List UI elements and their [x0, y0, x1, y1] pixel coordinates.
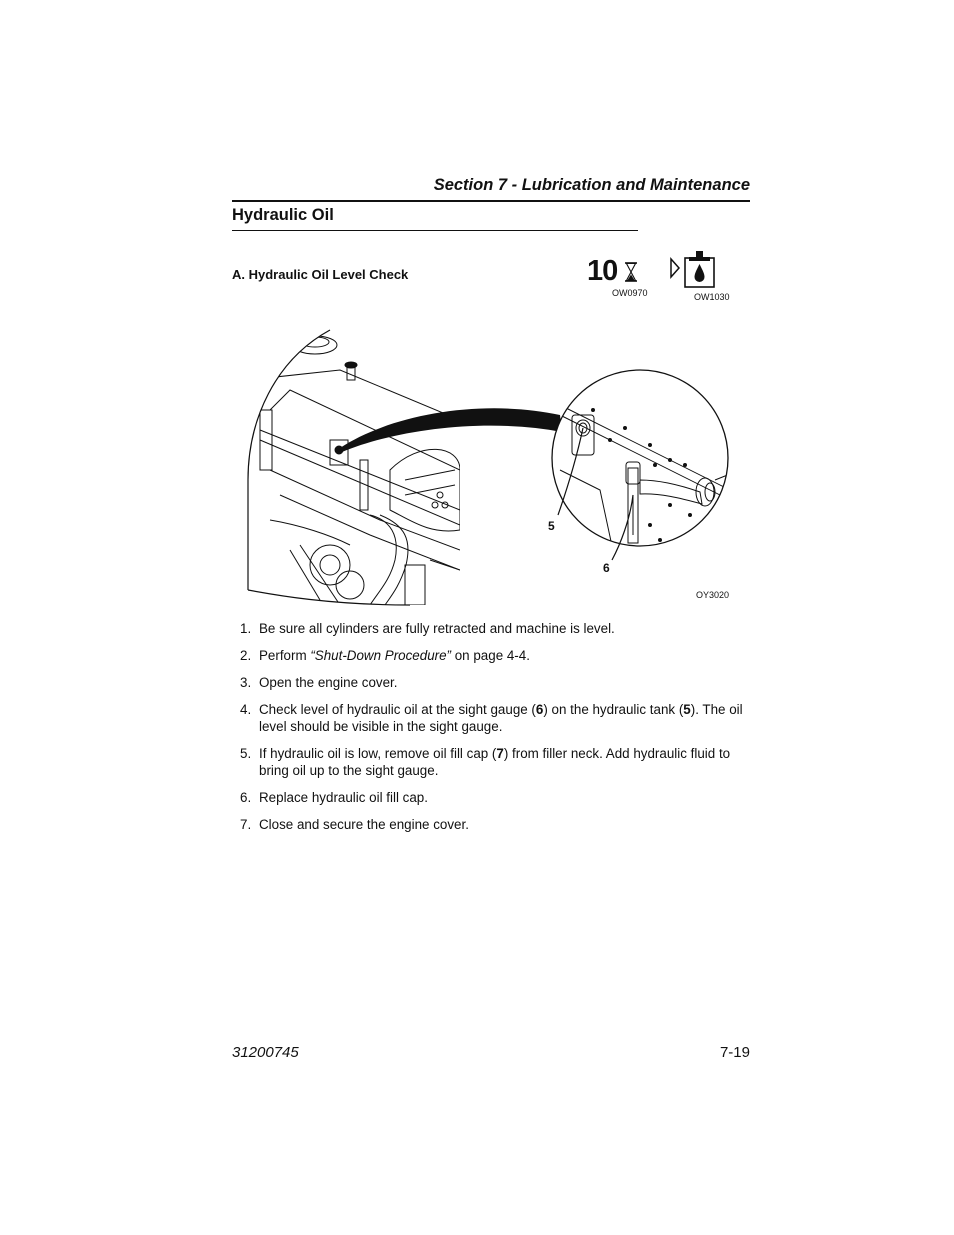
hydraulic-oil-symbol-icon: [669, 250, 719, 290]
procedure-step: [232, 674, 752, 691]
page-title: Hydraulic Oil: [232, 206, 334, 224]
step-number: 5.: [240, 746, 252, 761]
step-number: 2.: [240, 648, 252, 663]
step-text: If hydraulic oil is low, remove oil fill cap (: [259, 746, 497, 761]
page-number: 7-19: [719, 1044, 750, 1061]
step-number: 6.: [240, 790, 252, 805]
step-text: 5: [683, 702, 691, 717]
step-text: 6: [535, 702, 544, 717]
hydraulic-tank-illustration: [230, 320, 740, 610]
interval-number: 10: [587, 255, 618, 287]
step-text: Be sure all cylinders are fully retracted and machine is level.: [259, 621, 615, 636]
title-rule: [232, 230, 638, 231]
step-text: ). The oil level should be visible in the sight gauge.: [259, 702, 743, 734]
subsection-heading: A. Hydraulic Oil Level Check: [232, 267, 409, 282]
step-text: 7: [496, 746, 504, 761]
procedure-step: [232, 701, 752, 735]
step-text: Open the engine cover.: [259, 675, 398, 690]
header-rule: [232, 200, 750, 202]
step-number: 4.: [240, 702, 252, 717]
procedure-step: [232, 620, 752, 637]
procedure-step: [232, 816, 752, 833]
step-text: on page 4-4.: [451, 648, 530, 663]
lubricant-code: OW1030: [694, 292, 730, 302]
step-text: “Shut-Down Procedure”: [310, 648, 452, 663]
document-number: 31200745: [232, 1044, 299, 1061]
step-number: 3.: [240, 675, 252, 690]
step-text: Replace hydraulic oil fill cap.: [259, 790, 428, 805]
hourglass-icon: [624, 262, 638, 282]
step-number: 7.: [240, 817, 252, 832]
callout-label: 5: [548, 519, 555, 533]
interval-code: OW0970: [612, 288, 648, 298]
step-text: ) from filler neck. Add hydraulic fluid to bring oil up to the sight gauge.: [259, 746, 731, 778]
callout-label: 6: [603, 561, 610, 575]
step-text: Close and secure the engine cover.: [259, 817, 469, 832]
step-number: 1.: [240, 621, 252, 636]
section-header: Section 7 - Lubrication and Maintenance: [433, 176, 750, 194]
procedure-step: [232, 789, 752, 806]
step-text: Perform: [259, 648, 311, 663]
procedure-step: [232, 647, 752, 664]
step-text: ) on the hydraulic tank (: [543, 702, 684, 717]
procedure-steps: [232, 620, 752, 843]
figure-code: OY3020: [696, 590, 730, 600]
procedure-step: [232, 745, 752, 779]
step-text: Check level of hydraulic oil at the sight gauge (: [259, 702, 536, 717]
